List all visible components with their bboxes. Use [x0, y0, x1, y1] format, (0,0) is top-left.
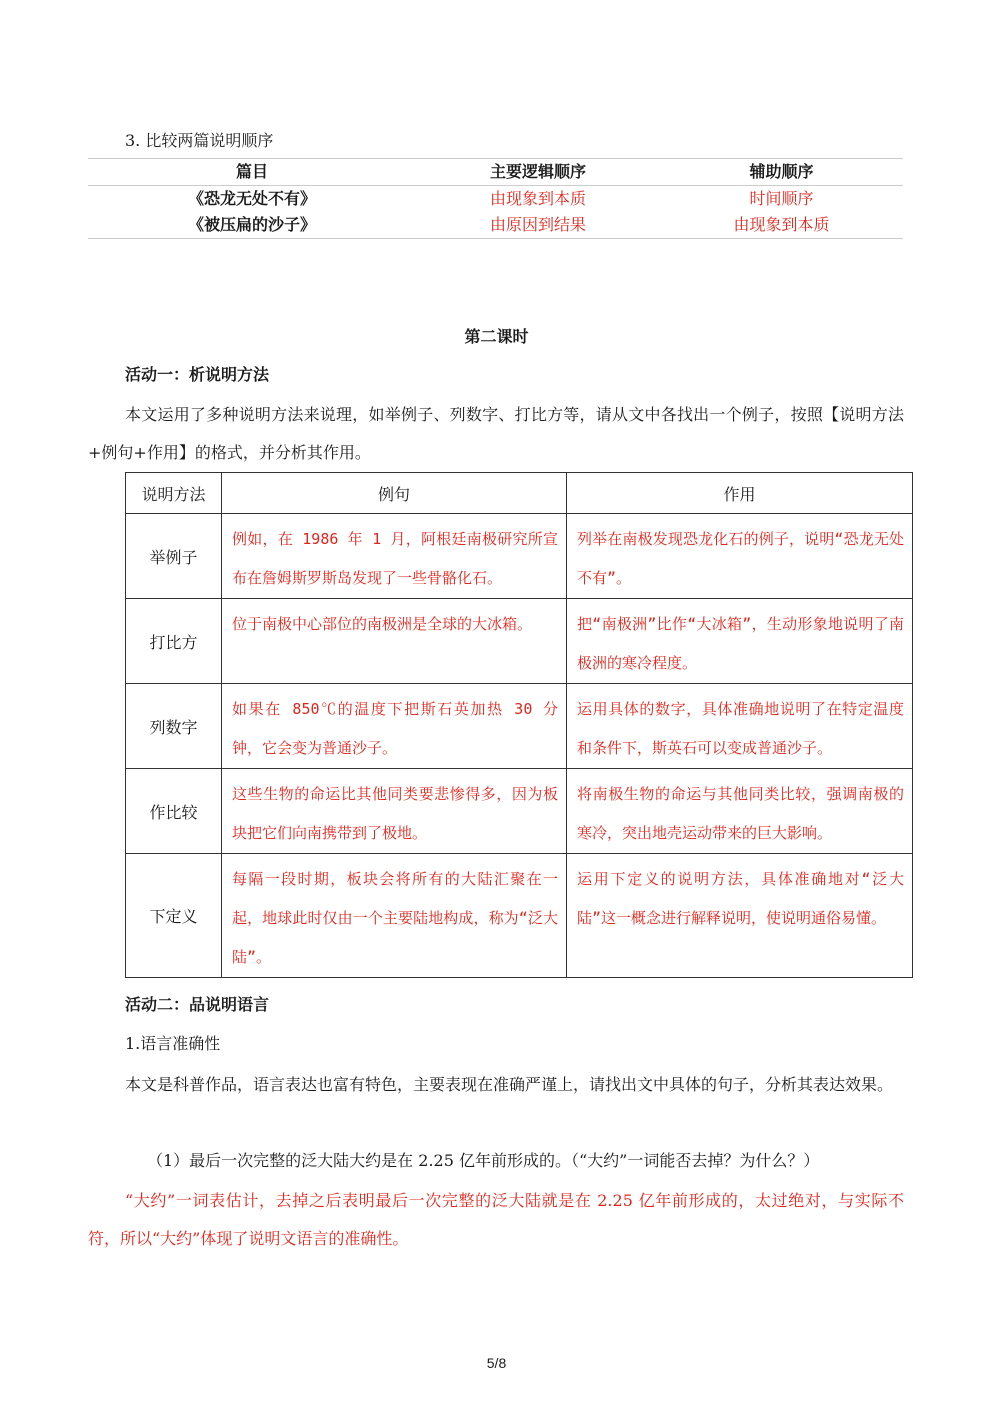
language-accuracy-subheading: 1.语言准确性 [125, 1034, 221, 1053]
article-title: 《恐龙无处不有》 [187, 189, 316, 208]
example-cell: 例如，在 1986 年 1 月，阿根廷南极研究所宣布在詹姆斯罗斯岛发现了一些骨骼化石。 [222, 514, 567, 599]
lesson-title: 第二课时 [464, 327, 529, 346]
table-row [126, 854, 913, 978]
table-row [126, 514, 913, 599]
table-header-row [88, 159, 903, 186]
example-cell: 如果在 850℃的温度下把斯石英加热 30 分钟，它会变为普通沙子。 [222, 684, 567, 769]
main-order: 由原因到结果 [416, 212, 660, 239]
table-row [126, 599, 913, 684]
effect-cell: 运用具体的数字，具体准确地说明了在特定温度和条件下，斯英石可以变成普通沙子。 [567, 684, 913, 769]
method-cell: 下定义 [126, 854, 222, 978]
answer-1: “大约”一词表估计，去掉之后表明最后一次完整的泛大陆就是在 2.25 亿年前形成的，太过绝对，与实际不符，所以“大约”体现了说明文语言的准确性。 [88, 1191, 904, 1248]
page-number: 5/8 [486, 1355, 507, 1371]
method-cell: 列数字 [126, 684, 222, 769]
header-title: 篇目 [88, 159, 416, 186]
section-3-heading: 3. 比较两篇说明顺序 [125, 131, 274, 150]
method-cell: 举例子 [126, 514, 222, 599]
effect-cell: 列举在南极发现恐龙化石的例子，说明“恐龙无处不有”。 [567, 514, 913, 599]
example-cell: 位于南极中心部位的南极洲是全球的大冰箱。 [222, 599, 567, 684]
effect-cell: 运用下定义的说明方法，具体准确地对“泛大陆”这一概念进行解释说明，使说明通俗易懂。 [567, 854, 913, 978]
example-cell: 这些生物的命运比其他同类要悲惨得多，因为板块把它们向南携带到了极地。 [222, 769, 567, 854]
article-title: 《被压扁的沙子》 [88, 212, 416, 239]
table-row [88, 186, 903, 213]
header-aux-order: 辅助顺序 [660, 159, 903, 186]
aux-order: 时间顺序 [749, 189, 814, 208]
header-main-order: 主要逻辑顺序 [416, 159, 660, 186]
effect-cell: 将南极生物的命运与其他同类比较，强调南极的寒冷，突出地壳运动带来的巨大影响。 [567, 769, 913, 854]
table-row [126, 684, 913, 769]
activity-2-intro: 本文是科普作品，语言表达也富有特色，主要表现在准确严谨上，请找出文中具体的句子，分析其表达效果。 [125, 1075, 894, 1094]
header-method: 说明方法 [126, 473, 222, 514]
header-effect: 作用 [567, 473, 913, 514]
method-cell: 打比方 [126, 599, 222, 684]
activity-1-intro: 本文运用了多种说明方法来说理，如举例子、列数字、打比方等，请从文中各找出一个例子，按照【说明方法+例句+作用】的格式，并分析其作用。 [88, 405, 904, 462]
header-example: 例句 [222, 473, 567, 514]
question-1: （1）最后一次完整的泛大陆大约是在 2.25 亿年前形成的。（“大约”一词能否去掉？为什么？） [147, 1151, 820, 1170]
effect-cell: 把“南极洲”比作“大冰箱”，生动形象地说明了南极洲的寒冷程度。 [567, 599, 913, 684]
aux-order: 由现象到本质 [660, 212, 903, 239]
method-cell: 作比较 [126, 769, 222, 854]
order-comparison-table [88, 158, 903, 239]
table-header-row [126, 473, 913, 514]
table-row [126, 769, 913, 854]
explanation-methods-table [125, 472, 913, 978]
activity-2-title: 活动二：品说明语言 [125, 995, 270, 1014]
main-order: 由现象到本质 [489, 189, 586, 208]
table-row [88, 212, 903, 239]
activity-1-title: 活动一：析说明方法 [125, 365, 270, 384]
example-cell: 每隔一段时期，板块会将所有的大陆汇聚在一起，地球此时仅由一个主要陆地构成，称为“泛大陆”。 [222, 854, 567, 978]
